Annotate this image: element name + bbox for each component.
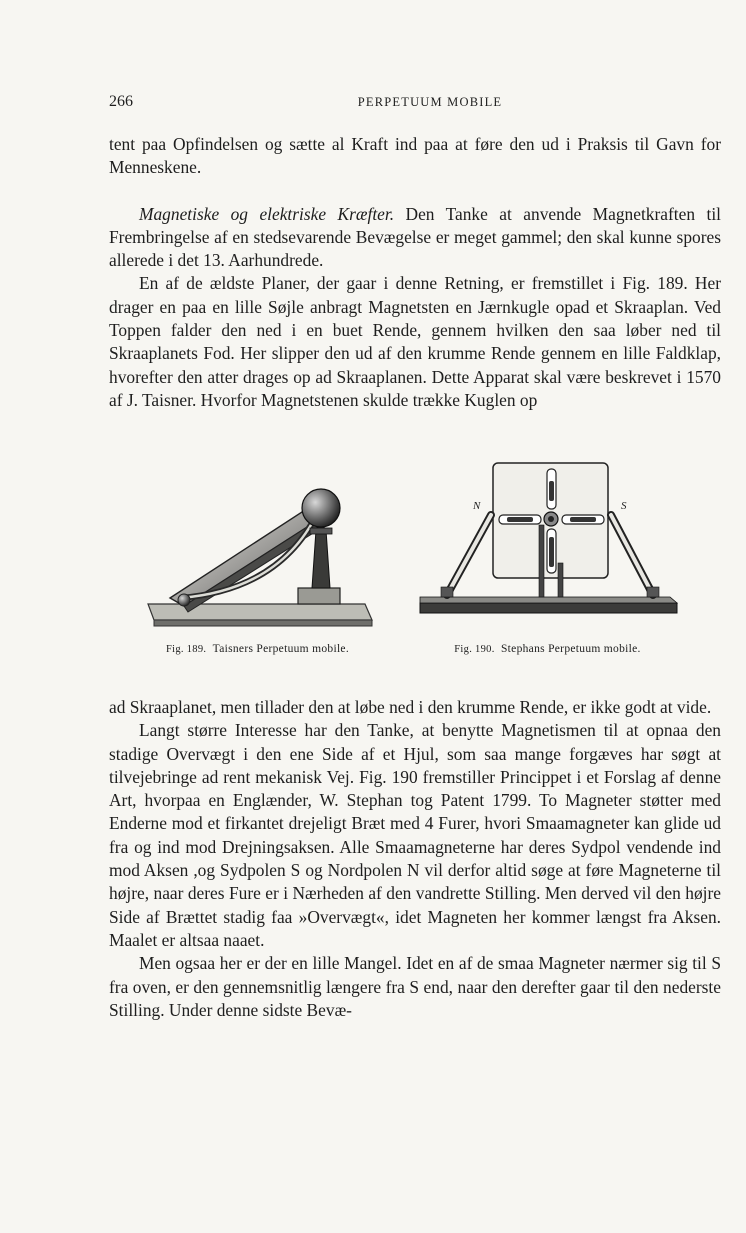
paragraph-fig190-description: Langt større Interesse har den Tanke, at benytte Magnetismen til at opnaa den stadige Overvægt i den ene Side af et Hjul, som saa mange forgæves har søgt at tilvejebringe ad rent mekanisk Vej. Fig. 190 fremstiller Princippet i et Forslag af denne Art, hvorpaa en Englænder, W. Stephan tog Patent 1799. To Magneter støtter med Enderne mod et firkantet drejeligt Bræt med 4 Furer, hvori Smaamagneter kan glide ud fra og ind mod Drejningsaksen. Alle Smaamagneterne har deres Sydpol vendende ind mod Aksen ,og Sydpolen S og Nordpolen N vil derfor altid søge at føre Magneterne til højre, naar deres Fure er i Nærheden af den vandrette Stilling. Men derved vil den højre Side af Brættet stadig faa »Overvægt«, idet Magneten her kommer længst fra Aksen. Maalet er altsaa naaet. [109, 720, 721, 950]
paragraph-fig189-description: En af de ældste Planer, der gaar i denne Retning, er fremstillet i Fig. 189. Her drager en paa en lille Søjle anbragt Magnetsten en Jærnkugle opad et Skraaplan. Ved Toppen falder den ned i en buet Rende, gennem hvilken den saa løber ned til Skraaplanets Fod. Her slipper den ud af den krumme Rende gennem en lille Faldklap, hvorefter den atter drages op ad Skraaplanen. Dette Apparat skal være beskrevet i 1570 af J. Taisner. Hvorfor Magnetstenen skulde trække Kuglen op [109, 273, 721, 410]
top-text-block [109, 133, 721, 412]
figure-189-caption [150, 642, 365, 657]
section-heading: Magnetiske og elektriske Kræfter. [139, 203, 395, 224]
pole-label-n: N [473, 500, 481, 512]
figure-190-illustration [415, 455, 685, 630]
paragraph-fig189-conclusion: ad Skraaplanet, men tillader den at løbe ned i den krumme Rende, er ikke godt at vide. [109, 697, 712, 717]
figure-189-illustration [140, 470, 380, 630]
figure-190-title: Stephans Perpetuum mobile. [500, 643, 641, 655]
paragraph-deficiency: Men ogsaa her er der en lille Mangel. Idet en af de smaa Magneter nærmer sig til S fra oven, er den gennemsnitlig længere fra S end, naar den derefter gaar til den nederste Stilling. Under denne sidste Bevæ- [109, 953, 721, 1020]
paragraph-magnetic-forces [109, 203, 721, 273]
page-number: 266 [109, 93, 133, 110]
pole-label-s: S [621, 500, 627, 512]
figure-189-label: Fig. 189. [165, 644, 207, 655]
bottom-text-block [109, 696, 721, 1022]
figure-190-caption [440, 642, 655, 657]
paragraph-body: Den Tanke at anvende Magnetkraften til Frembringelse af en stedsevarende Bevægelse er meget gammel; den skal kunne spores allerede i det 13. Aarhundrede. [109, 203, 721, 271]
figure-190-label: Fig. 190. [454, 644, 495, 655]
page-header [109, 93, 721, 113]
paragraph-continuation: tent paa Opfindelsen og sætte al Kraft ind paa at føre den ud i Praksis til Gavn for Menneskene. [109, 134, 721, 178]
running-title: PERPETUUM MOBILE [357, 95, 503, 109]
figure-189-title: Taisners Perpetuum mobile. [212, 643, 350, 655]
